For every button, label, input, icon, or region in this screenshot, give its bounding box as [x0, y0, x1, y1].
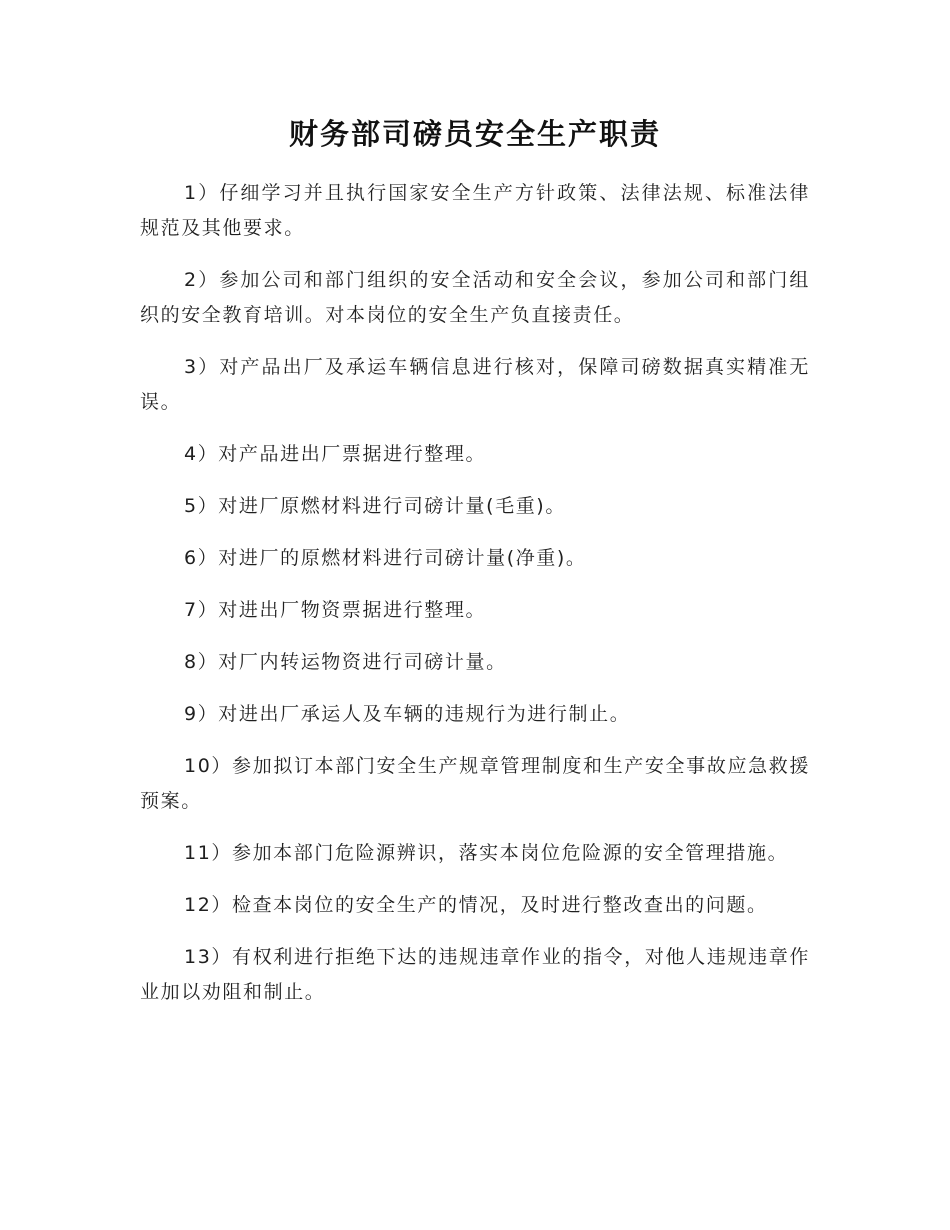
duty-item-5: 5）对进厂原燃材料进行司磅计量(毛重)。	[184, 495, 566, 517]
duty-item-2: 2）参加公司和部门组织的安全活动和安全会议，参加公司和部门组织的安全教育培训。对本岗位的安全生产负直接责任。	[140, 269, 810, 326]
duty-item-13: 13）有权利进行拒绝下达的违规违章作业的指令，对他人违规违章作业加以劝阻和制止。	[140, 946, 810, 1003]
duty-item-8: 8）对厂内转运物资进行司磅计量。	[184, 651, 507, 673]
duty-item-11: 11）参加本部门危险源辨识，落实本岗位危险源的安全管理措施。	[184, 842, 789, 864]
duty-item-9: 9）对进出厂承运人及车辆的违规行为进行制止。	[184, 703, 631, 725]
duty-item-7: 7）对进出厂物资票据进行整理。	[184, 599, 487, 621]
duty-item-10: 10）参加拟订本部门安全生产规章管理制度和生产安全事故应急救援预案。	[140, 755, 810, 812]
duty-item-12: 12）检查本岗位的安全生产的情况，及时进行整改查出的问题。	[184, 894, 768, 916]
duty-item-6: 6）对进厂的原燃材料进行司磅计量(净重)。	[184, 547, 587, 569]
duty-item-3: 3）对产品出厂及承运车辆信息进行核对，保障司磅数据真实精准无误。	[140, 356, 810, 413]
duty-item-1: 1）仔细学习并且执行国家安全生产方针政策、法律法规、标准法律规范及其他要求。	[140, 182, 810, 239]
duty-item-4: 4）对产品进出厂票据进行整理。	[184, 443, 487, 465]
document-title: 财务部司磅员安全生产职责	[288, 117, 661, 151]
